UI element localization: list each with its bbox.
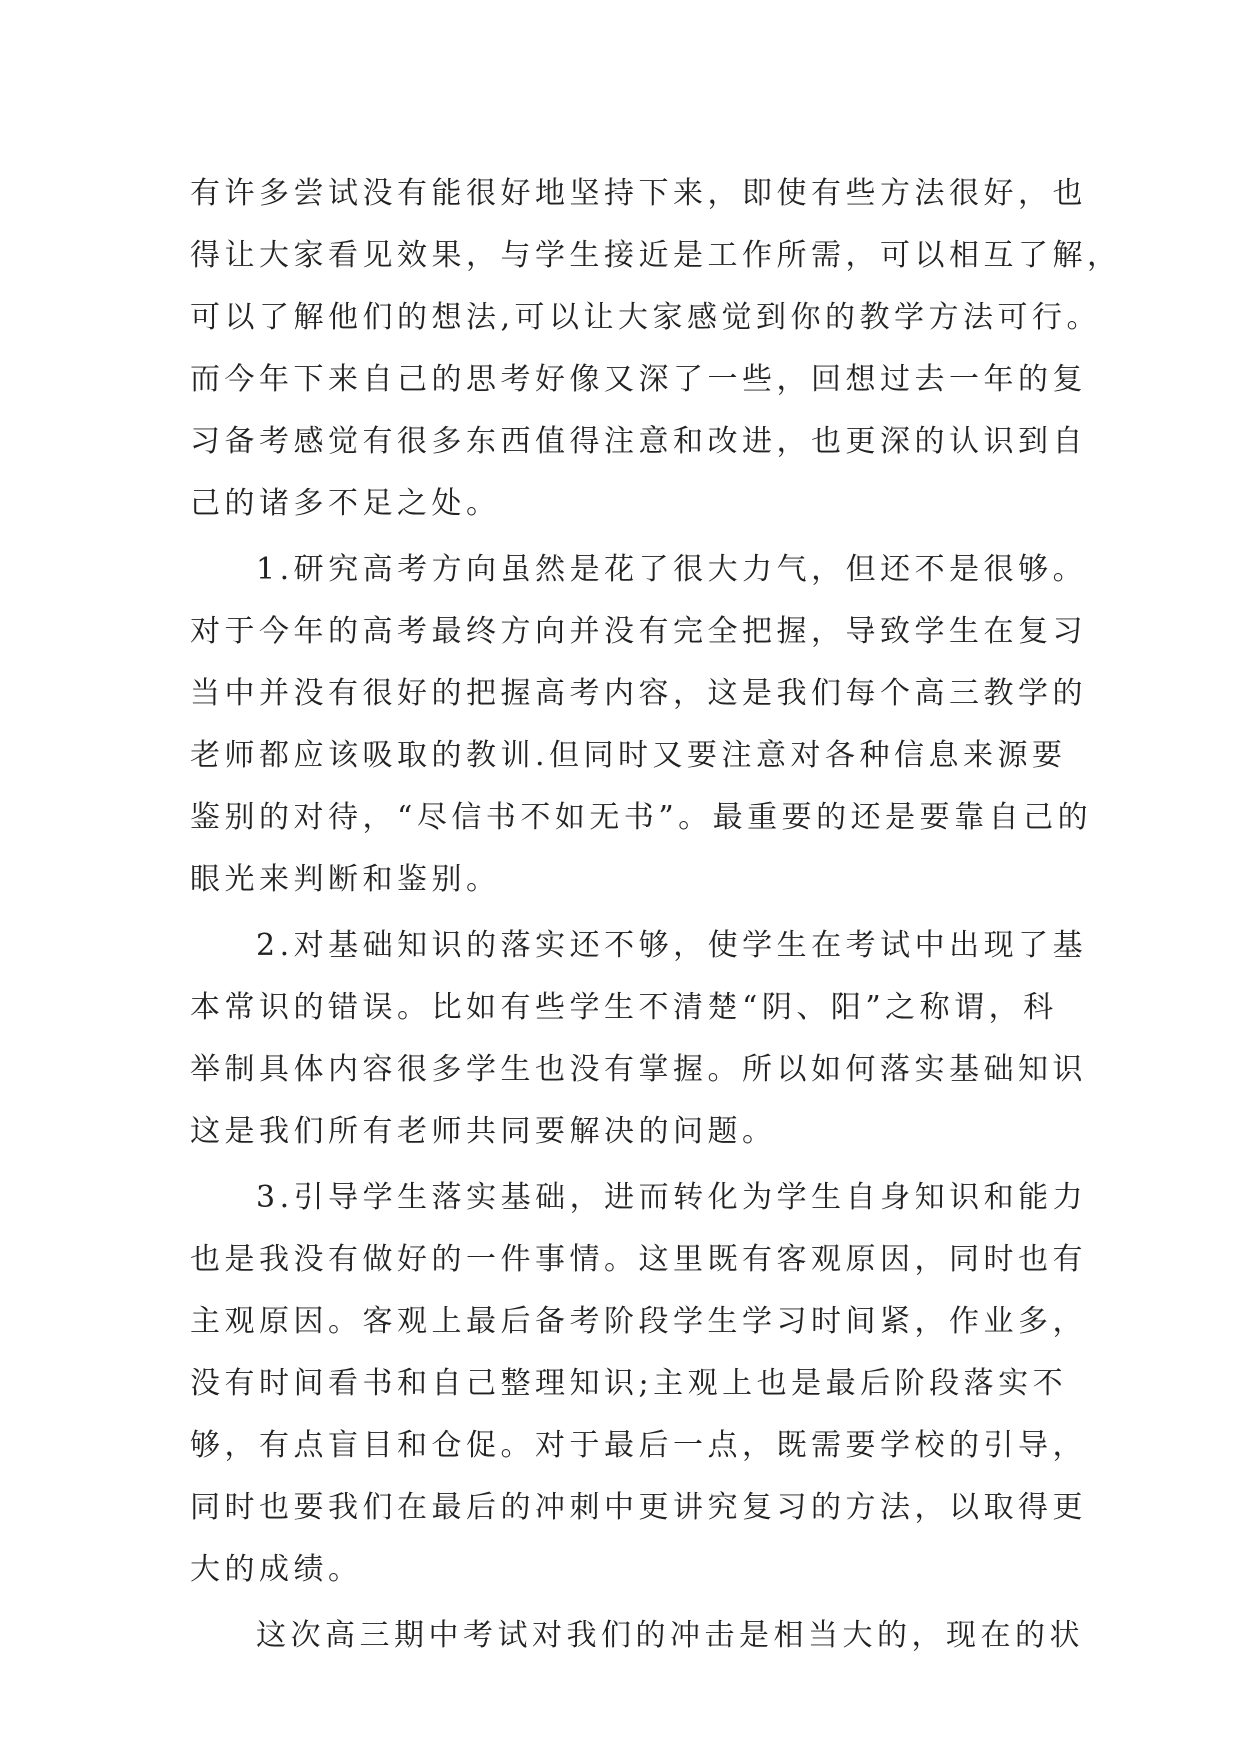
text-line: 主观原因。客观上最后备考阶段学生学习时间紧，作业多，	[190, 1304, 1087, 1339]
paragraph-point-2	[190, 915, 1090, 1163]
text-line: 有许多尝试没有能很好地坚持下来，即使有些方法很好，也	[190, 176, 1087, 211]
text-line: 可以了解他们的想法,可以让大家感觉到你的教学方法可行。	[190, 300, 1102, 335]
text-line: 眼光来判断和鉴别。	[190, 862, 501, 897]
text-line: 得让大家看见效果，与学生接近是工作所需，可以相互了解，	[190, 238, 1122, 273]
text-line: 也是我没有做好的一件事情。这里既有客观原因，同时也有	[190, 1242, 1087, 1277]
text-line: 这次高三期中考试对我们的冲击是相当大的，现在的状	[256, 1618, 1084, 1653]
text-line: 鉴别的对待，“尽信书不如无书”。最重要的还是要靠自己的	[190, 800, 1093, 835]
text-line: 而今年下来自己的思考好像又深了一些，回想过去一年的复	[190, 362, 1087, 397]
text-line: 本常识的错误。比如有些学生不清楚“阴、阳”之称谓，科	[190, 990, 1058, 1025]
text-line: 同时也要我们在最后的冲刺中更讲究复习的方法，以取得更	[190, 1490, 1087, 1525]
text-line: 对于今年的高考最终方向并没有完全把握，导致学生在复习	[190, 614, 1087, 649]
text-line: 够，有点盲目和仓促。对于最后一点，既需要学校的引导，	[190, 1428, 1087, 1463]
text-line: 大的成绩。	[190, 1552, 363, 1587]
text-line: 己的诸多不足之处。	[190, 486, 501, 521]
paragraph-final	[190, 1605, 1090, 1667]
text-line: 当中并没有很好的把握高考内容，这是我们每个高三教学的	[190, 676, 1087, 711]
paragraph-point-1	[190, 539, 1093, 911]
text-line: 3.引导学生落实基础，进而转化为学生自身知识和能力	[256, 1180, 1088, 1215]
text-line: 老师都应该吸取的教训.但同时又要注意对各种信息来源要	[190, 738, 1067, 773]
text-line: 习备考感觉有很多东西值得注意和改进，也更深的认识到自	[190, 424, 1087, 459]
text-line: 举制具体内容很多学生也没有掌握。所以如何落实基础知识	[190, 1052, 1087, 1087]
paragraph-continuation	[190, 163, 1122, 535]
text-line: 1.研究高考方向虽然是花了很大力气，但还不是很够。	[256, 552, 1088, 587]
text-line: 2.对基础知识的落实还不够，使学生在考试中出现了基	[256, 928, 1088, 963]
text-line: 没有时间看书和自己整理知识;主观上也是最后阶段落实不	[190, 1366, 1068, 1401]
document-body	[190, 163, 1122, 1667]
text-line: 这是我们所有老师共同要解决的问题。	[190, 1114, 777, 1149]
paragraph-point-3	[190, 1167, 1090, 1601]
